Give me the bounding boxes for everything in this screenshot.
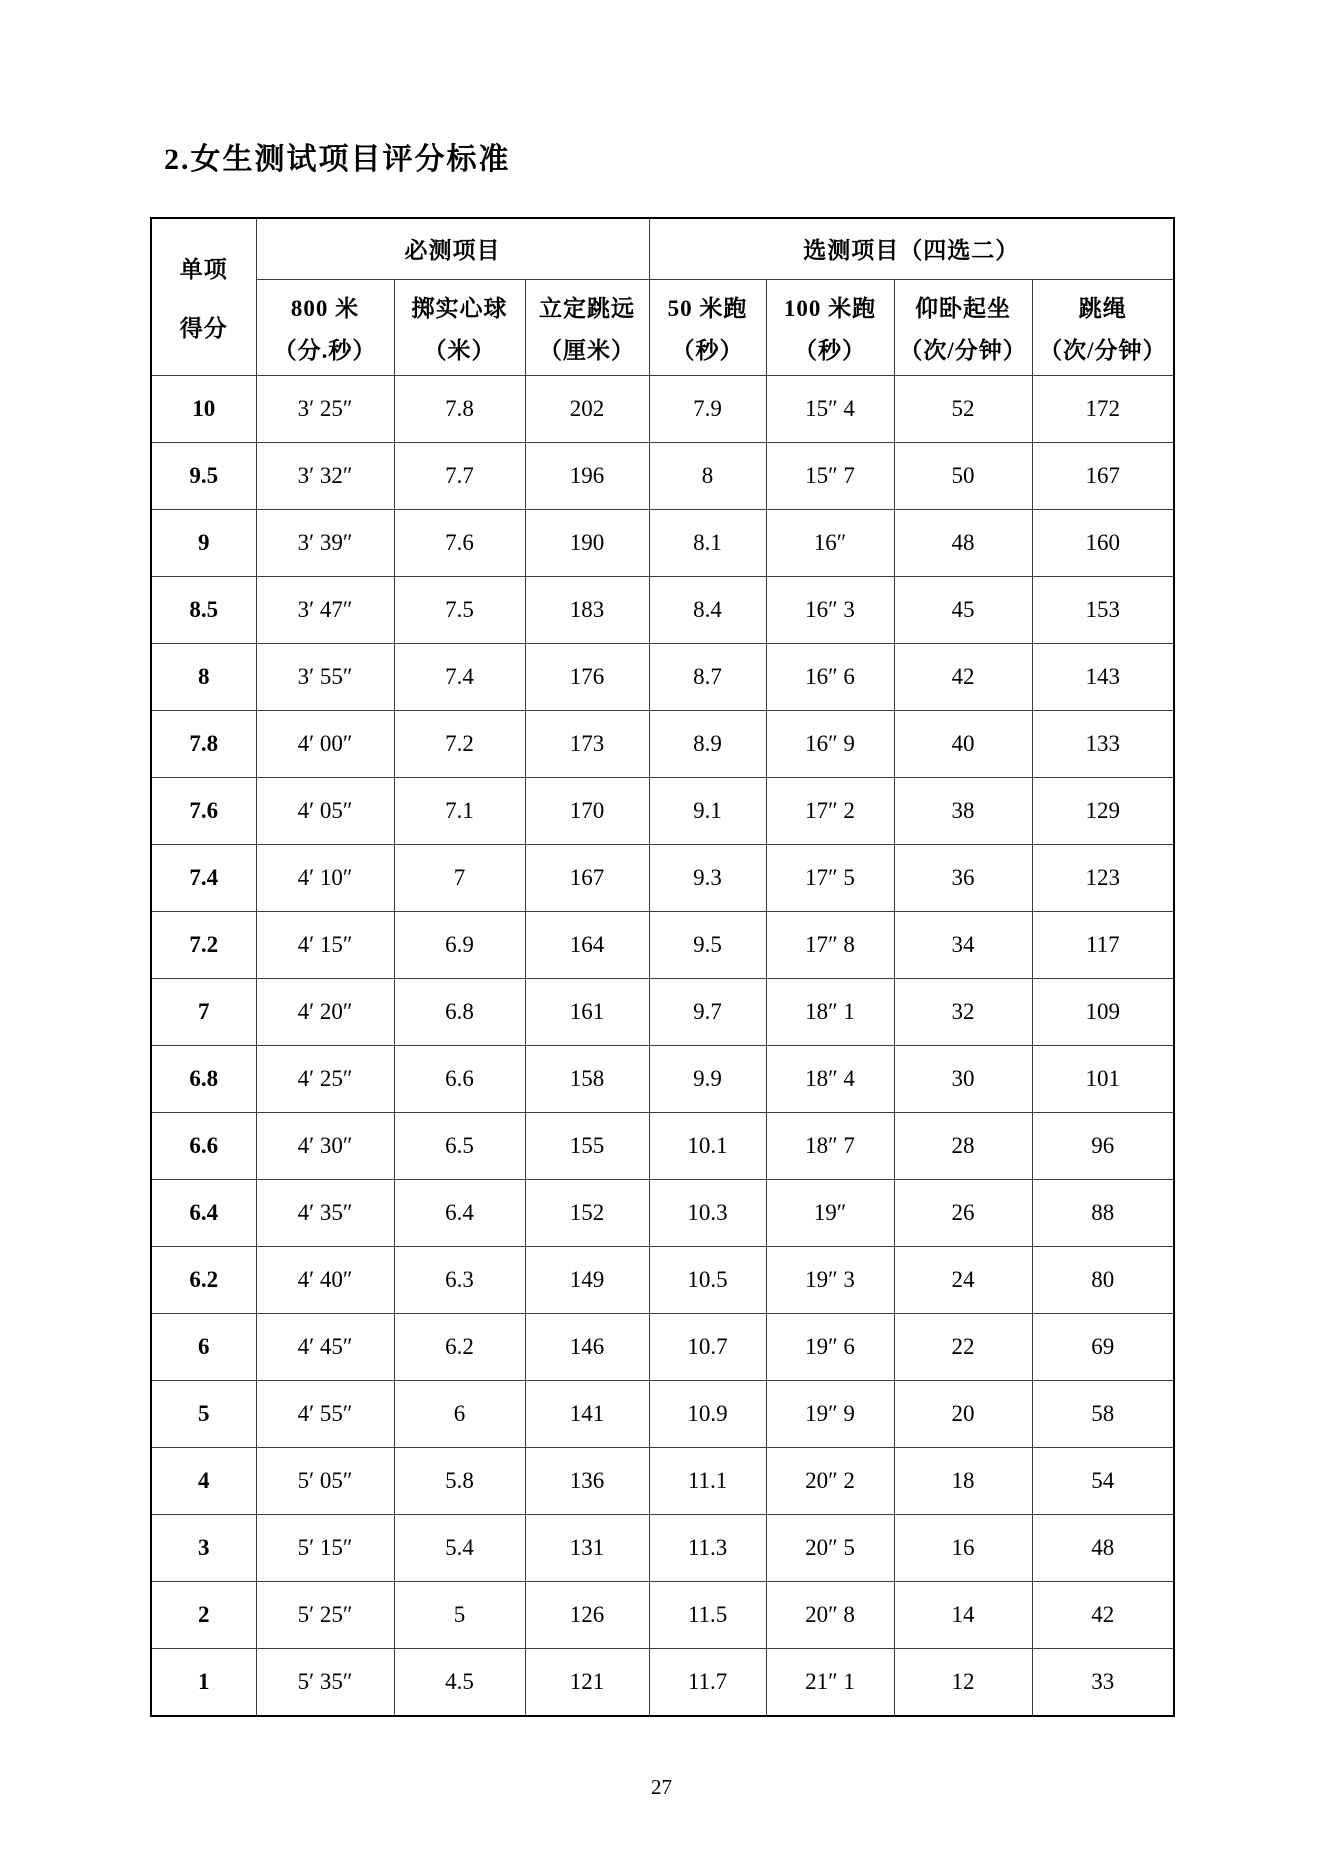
value-cell: 4.5 bbox=[394, 1649, 525, 1716]
table-row bbox=[151, 1046, 1174, 1113]
score-cell: 5 bbox=[151, 1381, 256, 1448]
header-col-standing-jump bbox=[525, 280, 649, 376]
header-col-rope-skipping bbox=[1032, 280, 1174, 376]
value-cell: 3′ 39″ bbox=[256, 510, 394, 577]
table-row bbox=[151, 1247, 1174, 1314]
value-cell: 121 bbox=[525, 1649, 649, 1716]
value-cell: 16″ 3 bbox=[766, 577, 894, 644]
value-cell: 7.2 bbox=[394, 711, 525, 778]
col-unit: （次/分钟） bbox=[1039, 338, 1167, 363]
value-cell: 4′ 05″ bbox=[256, 778, 394, 845]
col-unit: （分.秒） bbox=[273, 338, 377, 363]
value-cell: 4′ 00″ bbox=[256, 711, 394, 778]
header-group-row bbox=[151, 218, 1174, 280]
value-cell: 16″ 6 bbox=[766, 644, 894, 711]
score-cell: 9.5 bbox=[151, 443, 256, 510]
score-cell: 7.6 bbox=[151, 778, 256, 845]
value-cell: 54 bbox=[1032, 1448, 1174, 1515]
value-cell: 80 bbox=[1032, 1247, 1174, 1314]
score-cell: 3 bbox=[151, 1515, 256, 1582]
value-cell: 5′ 15″ bbox=[256, 1515, 394, 1582]
value-cell: 16″ 9 bbox=[766, 711, 894, 778]
value-cell: 4′ 40″ bbox=[256, 1247, 394, 1314]
value-cell: 8.1 bbox=[649, 510, 766, 577]
value-cell: 4′ 35″ bbox=[256, 1180, 394, 1247]
header-score-line1: 单项 bbox=[179, 256, 228, 282]
header-col-50m bbox=[649, 280, 766, 376]
value-cell: 52 bbox=[894, 376, 1032, 443]
table-row bbox=[151, 1381, 1174, 1448]
header-col-solid-ball bbox=[394, 280, 525, 376]
value-cell: 11.3 bbox=[649, 1515, 766, 1582]
value-cell: 4′ 15″ bbox=[256, 912, 394, 979]
table-row bbox=[151, 443, 1174, 510]
value-cell: 129 bbox=[1032, 778, 1174, 845]
value-cell: 141 bbox=[525, 1381, 649, 1448]
value-cell: 22 bbox=[894, 1314, 1032, 1381]
score-cell: 7 bbox=[151, 979, 256, 1046]
score-cell: 7.8 bbox=[151, 711, 256, 778]
table-row bbox=[151, 1113, 1174, 1180]
value-cell: 6.3 bbox=[394, 1247, 525, 1314]
table-row bbox=[151, 1448, 1174, 1515]
value-cell: 19″ bbox=[766, 1180, 894, 1247]
value-cell: 24 bbox=[894, 1247, 1032, 1314]
header-col-100m bbox=[766, 280, 894, 376]
col-name: 50 米跑 bbox=[667, 296, 748, 321]
value-cell: 146 bbox=[525, 1314, 649, 1381]
value-cell: 17″ 5 bbox=[766, 845, 894, 912]
table-row bbox=[151, 1314, 1174, 1381]
value-cell: 5′ 25″ bbox=[256, 1582, 394, 1649]
value-cell: 15″ 7 bbox=[766, 443, 894, 510]
value-cell: 20 bbox=[894, 1381, 1032, 1448]
score-cell: 7.4 bbox=[151, 845, 256, 912]
value-cell: 58 bbox=[1032, 1381, 1174, 1448]
header-col-situps bbox=[894, 280, 1032, 376]
value-cell: 18″ 1 bbox=[766, 979, 894, 1046]
value-cell: 48 bbox=[894, 510, 1032, 577]
value-cell: 48 bbox=[1032, 1515, 1174, 1582]
value-cell: 161 bbox=[525, 979, 649, 1046]
value-cell: 9.3 bbox=[649, 845, 766, 912]
col-unit: （秒） bbox=[671, 338, 744, 363]
value-cell: 6.6 bbox=[394, 1046, 525, 1113]
value-cell: 123 bbox=[1032, 845, 1174, 912]
value-cell: 6.4 bbox=[394, 1180, 525, 1247]
value-cell: 30 bbox=[894, 1046, 1032, 1113]
value-cell: 158 bbox=[525, 1046, 649, 1113]
value-cell: 11.1 bbox=[649, 1448, 766, 1515]
value-cell: 5.4 bbox=[394, 1515, 525, 1582]
value-cell: 153 bbox=[1032, 577, 1174, 644]
value-cell: 152 bbox=[525, 1180, 649, 1247]
table-row bbox=[151, 1515, 1174, 1582]
col-unit: （米） bbox=[423, 338, 496, 363]
value-cell: 190 bbox=[525, 510, 649, 577]
header-group-optional: 选测项目（四选二） bbox=[649, 218, 1174, 280]
value-cell: 19″ 3 bbox=[766, 1247, 894, 1314]
value-cell: 7.1 bbox=[394, 778, 525, 845]
table-row bbox=[151, 644, 1174, 711]
table-row bbox=[151, 845, 1174, 912]
value-cell: 149 bbox=[525, 1247, 649, 1314]
value-cell: 20″ 2 bbox=[766, 1448, 894, 1515]
score-cell: 8 bbox=[151, 644, 256, 711]
value-cell: 7.9 bbox=[649, 376, 766, 443]
header-score-line2: 得分 bbox=[179, 315, 228, 341]
value-cell: 176 bbox=[525, 644, 649, 711]
col-unit: （秒） bbox=[794, 338, 867, 363]
value-cell: 6.9 bbox=[394, 912, 525, 979]
value-cell: 183 bbox=[525, 577, 649, 644]
value-cell: 4′ 45″ bbox=[256, 1314, 394, 1381]
value-cell: 7.5 bbox=[394, 577, 525, 644]
value-cell: 7.6 bbox=[394, 510, 525, 577]
value-cell: 36 bbox=[894, 845, 1032, 912]
value-cell: 4′ 30″ bbox=[256, 1113, 394, 1180]
value-cell: 42 bbox=[894, 644, 1032, 711]
value-cell: 10.3 bbox=[649, 1180, 766, 1247]
table-row bbox=[151, 1649, 1174, 1716]
header-group-required: 必测项目 bbox=[256, 218, 649, 280]
value-cell: 11.5 bbox=[649, 1582, 766, 1649]
table-row bbox=[151, 979, 1174, 1046]
col-name: 掷实心球 bbox=[411, 296, 508, 321]
value-cell: 20″ 5 bbox=[766, 1515, 894, 1582]
value-cell: 3′ 47″ bbox=[256, 577, 394, 644]
value-cell: 4′ 10″ bbox=[256, 845, 394, 912]
value-cell: 6.2 bbox=[394, 1314, 525, 1381]
value-cell: 18″ 4 bbox=[766, 1046, 894, 1113]
value-cell: 10.1 bbox=[649, 1113, 766, 1180]
value-cell: 17″ 2 bbox=[766, 778, 894, 845]
col-name: 跳绳 bbox=[1078, 296, 1127, 321]
value-cell: 16″ bbox=[766, 510, 894, 577]
value-cell: 8.7 bbox=[649, 644, 766, 711]
table-row bbox=[151, 376, 1174, 443]
col-name: 仰卧起坐 bbox=[915, 296, 1012, 321]
value-cell: 167 bbox=[525, 845, 649, 912]
value-cell: 4′ 20″ bbox=[256, 979, 394, 1046]
value-cell: 101 bbox=[1032, 1046, 1174, 1113]
value-cell: 96 bbox=[1032, 1113, 1174, 1180]
value-cell: 3′ 25″ bbox=[256, 376, 394, 443]
value-cell: 8 bbox=[649, 443, 766, 510]
score-cell: 6.2 bbox=[151, 1247, 256, 1314]
value-cell: 26 bbox=[894, 1180, 1032, 1247]
table-row bbox=[151, 1180, 1174, 1247]
value-cell: 136 bbox=[525, 1448, 649, 1515]
value-cell: 9.5 bbox=[649, 912, 766, 979]
value-cell: 88 bbox=[1032, 1180, 1174, 1247]
value-cell: 5.8 bbox=[394, 1448, 525, 1515]
value-cell: 42 bbox=[1032, 1582, 1174, 1649]
value-cell: 33 bbox=[1032, 1649, 1174, 1716]
score-cell: 7.2 bbox=[151, 912, 256, 979]
value-cell: 32 bbox=[894, 979, 1032, 1046]
table-row bbox=[151, 1582, 1174, 1649]
value-cell: 126 bbox=[525, 1582, 649, 1649]
value-cell: 133 bbox=[1032, 711, 1174, 778]
value-cell: 50 bbox=[894, 443, 1032, 510]
value-cell: 3′ 32″ bbox=[256, 443, 394, 510]
value-cell: 18″ 7 bbox=[766, 1113, 894, 1180]
score-cell: 8.5 bbox=[151, 577, 256, 644]
header-name-row bbox=[151, 280, 1174, 376]
value-cell: 202 bbox=[525, 376, 649, 443]
score-cell: 9 bbox=[151, 510, 256, 577]
score-cell: 6.8 bbox=[151, 1046, 256, 1113]
value-cell: 15″ 4 bbox=[766, 376, 894, 443]
value-cell: 9.9 bbox=[649, 1046, 766, 1113]
value-cell: 16 bbox=[894, 1515, 1032, 1582]
table-row bbox=[151, 711, 1174, 778]
scoring-table bbox=[150, 217, 1175, 1717]
score-cell: 10 bbox=[151, 376, 256, 443]
value-cell: 117 bbox=[1032, 912, 1174, 979]
value-cell: 6.5 bbox=[394, 1113, 525, 1180]
value-cell: 45 bbox=[894, 577, 1032, 644]
value-cell: 17″ 8 bbox=[766, 912, 894, 979]
table-row bbox=[151, 510, 1174, 577]
value-cell: 164 bbox=[525, 912, 649, 979]
score-cell: 4 bbox=[151, 1448, 256, 1515]
value-cell: 170 bbox=[525, 778, 649, 845]
value-cell: 8.4 bbox=[649, 577, 766, 644]
table-row bbox=[151, 577, 1174, 644]
value-cell: 9.7 bbox=[649, 979, 766, 1046]
table-body bbox=[151, 376, 1174, 1716]
value-cell: 18 bbox=[894, 1448, 1032, 1515]
value-cell: 167 bbox=[1032, 443, 1174, 510]
value-cell: 19″ 9 bbox=[766, 1381, 894, 1448]
value-cell: 173 bbox=[525, 711, 649, 778]
score-cell: 6.4 bbox=[151, 1180, 256, 1247]
value-cell: 4′ 55″ bbox=[256, 1381, 394, 1448]
value-cell: 5 bbox=[394, 1582, 525, 1649]
score-cell: 6.6 bbox=[151, 1113, 256, 1180]
value-cell: 5′ 35″ bbox=[256, 1649, 394, 1716]
value-cell: 12 bbox=[894, 1649, 1032, 1716]
value-cell: 40 bbox=[894, 711, 1032, 778]
value-cell: 6 bbox=[394, 1381, 525, 1448]
value-cell: 7.7 bbox=[394, 443, 525, 510]
score-cell: 1 bbox=[151, 1649, 256, 1716]
value-cell: 19″ 6 bbox=[766, 1314, 894, 1381]
value-cell: 7.4 bbox=[394, 644, 525, 711]
score-cell: 2 bbox=[151, 1582, 256, 1649]
value-cell: 6.8 bbox=[394, 979, 525, 1046]
value-cell: 7.8 bbox=[394, 376, 525, 443]
value-cell: 34 bbox=[894, 912, 1032, 979]
value-cell: 38 bbox=[894, 778, 1032, 845]
value-cell: 109 bbox=[1032, 979, 1174, 1046]
page-title: 2.女生测试项目评分标准 bbox=[164, 143, 511, 176]
value-cell: 14 bbox=[894, 1582, 1032, 1649]
value-cell: 172 bbox=[1032, 376, 1174, 443]
value-cell: 143 bbox=[1032, 644, 1174, 711]
value-cell: 10.9 bbox=[649, 1381, 766, 1448]
value-cell: 8.9 bbox=[649, 711, 766, 778]
value-cell: 5′ 05″ bbox=[256, 1448, 394, 1515]
col-name: 100 米跑 bbox=[783, 296, 877, 321]
table-row bbox=[151, 778, 1174, 845]
value-cell: 7 bbox=[394, 845, 525, 912]
value-cell: 3′ 55″ bbox=[256, 644, 394, 711]
value-cell: 131 bbox=[525, 1515, 649, 1582]
value-cell: 69 bbox=[1032, 1314, 1174, 1381]
value-cell: 160 bbox=[1032, 510, 1174, 577]
value-cell: 11.7 bbox=[649, 1649, 766, 1716]
col-name: 立定跳远 bbox=[539, 296, 635, 321]
value-cell: 196 bbox=[525, 443, 649, 510]
value-cell: 20″ 8 bbox=[766, 1582, 894, 1649]
value-cell: 155 bbox=[525, 1113, 649, 1180]
header-col-800m bbox=[256, 280, 394, 376]
score-cell: 6 bbox=[151, 1314, 256, 1381]
page-number: 27 bbox=[651, 1774, 672, 1799]
value-cell: 9.1 bbox=[649, 778, 766, 845]
header-score-column bbox=[151, 218, 256, 376]
col-unit: （次/分钟） bbox=[899, 338, 1027, 363]
col-name: 800 米 bbox=[290, 296, 360, 321]
table-header bbox=[151, 218, 1174, 376]
table-row bbox=[151, 912, 1174, 979]
value-cell: 28 bbox=[894, 1113, 1032, 1180]
col-unit: （厘米） bbox=[539, 338, 635, 363]
value-cell: 10.7 bbox=[649, 1314, 766, 1381]
value-cell: 10.5 bbox=[649, 1247, 766, 1314]
value-cell: 21″ 1 bbox=[766, 1649, 894, 1716]
value-cell: 4′ 25″ bbox=[256, 1046, 394, 1113]
